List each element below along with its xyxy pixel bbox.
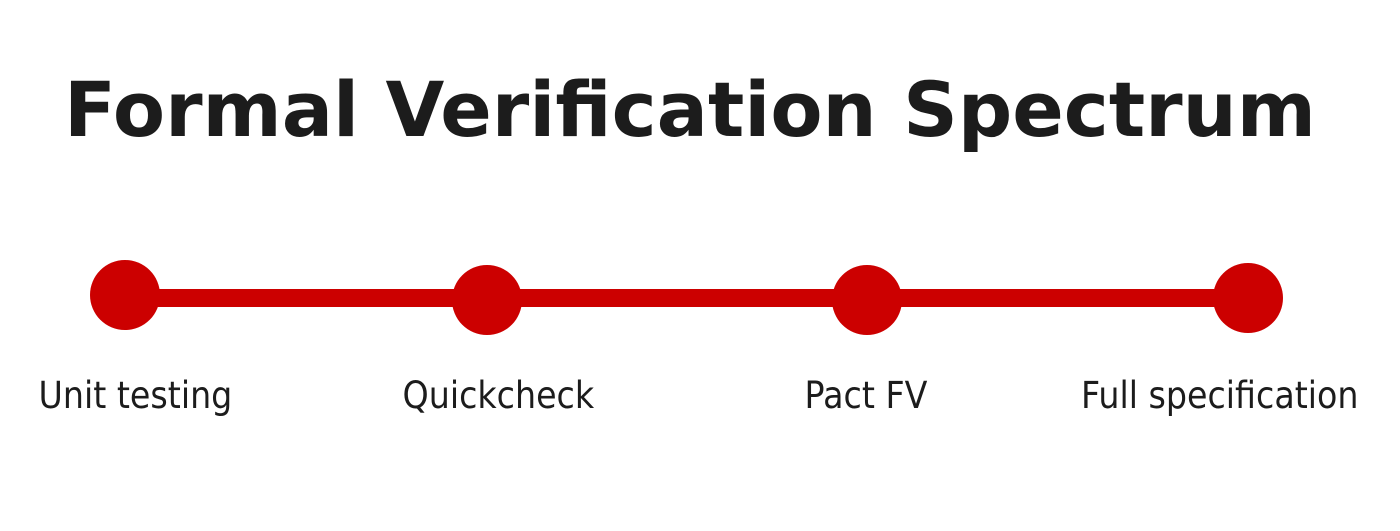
spectrum-node-quickcheck (452, 265, 522, 335)
spectrum-node-unit-testing (90, 260, 160, 330)
label-quickcheck: Quickcheck (402, 374, 595, 417)
label-pact-fv: Pact FV (804, 374, 928, 417)
spectrum-node-full-specification (1213, 263, 1283, 333)
label-unit-testing: Unit testing (38, 374, 233, 417)
label-full-specification: Full specification (1081, 374, 1359, 417)
spectrum-node-pact-fv (832, 265, 902, 335)
diagram-title: Formal Verification Spectrum (64, 65, 1316, 154)
